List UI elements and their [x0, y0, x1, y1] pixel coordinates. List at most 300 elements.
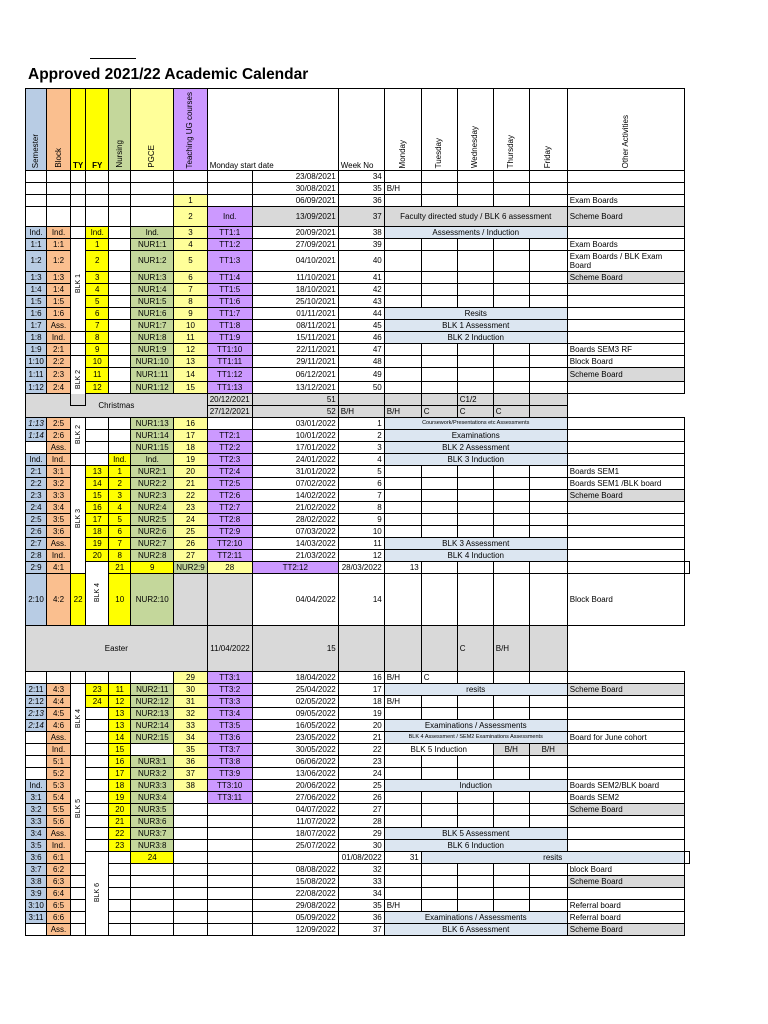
- other-activities-cell: [567, 296, 684, 308]
- wed-cell: [457, 368, 493, 382]
- week-activity-span: BLK 3 Induction: [384, 454, 567, 466]
- fy-cell: 21: [109, 816, 131, 828]
- calendar-row: [26, 296, 690, 308]
- week-no-cell: 4: [338, 454, 384, 466]
- header-ty: [71, 89, 86, 171]
- fy-cell: Ind.: [109, 454, 131, 466]
- block-cell: Ind.: [47, 744, 71, 756]
- thu-cell: [493, 171, 529, 183]
- semester-cell: 2:3: [26, 490, 47, 502]
- week-no-cell: 20: [338, 720, 384, 732]
- pgce-cell: [174, 816, 207, 828]
- nursing-cell: NUR1:9: [131, 344, 174, 356]
- pgce-cell: 6: [174, 272, 207, 284]
- pgce-cell: 9: [174, 308, 207, 320]
- other-activities-cell: Scheme Board: [567, 490, 684, 502]
- calendar-row: [26, 852, 690, 864]
- pgce-cell: 27: [174, 550, 207, 562]
- teaching-cell: [207, 574, 252, 626]
- tue-cell: [457, 562, 493, 574]
- date-cell: 14/03/2022: [252, 538, 338, 550]
- pgce-cell: 8: [174, 296, 207, 308]
- fy-cell: [109, 672, 131, 684]
- fy-cell: [109, 900, 131, 912]
- ty-cell: [86, 816, 109, 828]
- block-cell: Ind.: [47, 454, 71, 466]
- fri-cell: [529, 382, 567, 394]
- fy-cell: [109, 239, 131, 251]
- thu-cell: [493, 816, 529, 828]
- block-cell: 2:5: [47, 418, 71, 430]
- ty-cell: [71, 864, 86, 876]
- ty-cell: 11: [86, 368, 109, 382]
- ty-cell: [86, 792, 109, 804]
- nursing-cell: NUR1:3: [131, 272, 174, 284]
- nursing-cell: [131, 207, 174, 227]
- wed-cell: [457, 816, 493, 828]
- pgce-cell: 28: [207, 562, 252, 574]
- date-cell: 23/08/2021: [252, 171, 338, 183]
- ty-cell: [86, 171, 109, 183]
- block-cell: 5:6: [47, 816, 71, 828]
- teaching-cell: TT2:6: [207, 490, 252, 502]
- thu-cell: [493, 466, 529, 478]
- teaching-cell: [207, 183, 252, 195]
- thu-cell: [493, 251, 529, 272]
- block-cell: Ass.: [47, 924, 71, 936]
- header-label-teaching: Teaching UG courses: [185, 91, 195, 168]
- nursing-cell: NUR1:7: [131, 320, 174, 332]
- thu-cell: [493, 368, 529, 382]
- thu-cell: [493, 239, 529, 251]
- date-cell: 03/01/2022: [252, 418, 338, 430]
- week-activity-span: BLK 4 Assessment / SEM2 Examinations Assessments: [384, 732, 567, 744]
- nursing-cell: [131, 183, 174, 195]
- semester-cell: 1:8: [26, 332, 47, 344]
- date-cell: 13/09/2021: [252, 207, 338, 227]
- pgce-cell: 13: [174, 356, 207, 368]
- header-tuesday: [421, 89, 457, 171]
- semester-cell: 3:11: [26, 912, 47, 924]
- fri-cell: [529, 239, 567, 251]
- week-no-cell: 16: [338, 672, 384, 684]
- calendar-row: [26, 430, 690, 442]
- fy-cell: 22: [109, 828, 131, 840]
- header-label-nursing: Nursing: [114, 140, 124, 168]
- semester-cell: 1:5: [26, 296, 47, 308]
- wed-cell: [457, 502, 493, 514]
- fy-cell: 14: [109, 732, 131, 744]
- mon-cell: [384, 272, 421, 284]
- mon-cell: [384, 368, 421, 382]
- semester-cell: 1:3: [26, 272, 47, 284]
- teaching-cell: TT3:8: [207, 756, 252, 768]
- ty-cell: 19: [86, 538, 109, 550]
- wed-cell: [457, 466, 493, 478]
- calendar-row: [26, 792, 690, 804]
- nursing-cell: NUR2:1: [131, 466, 174, 478]
- block-cell: 2:1: [47, 344, 71, 356]
- pgce-cell: 31: [174, 696, 207, 708]
- teaching-cell: TT1:4: [207, 272, 252, 284]
- date-cell: 07/02/2022: [252, 478, 338, 490]
- ty-cell: [86, 454, 109, 466]
- fy-cell: 10: [109, 574, 131, 626]
- week-activity-span: BLK 4 Induction: [384, 550, 567, 562]
- nursing-cell: NUR2:9: [174, 562, 207, 574]
- tue-cell: [421, 816, 457, 828]
- other-activities-cell: [567, 768, 684, 780]
- nursing-cell: [174, 852, 207, 864]
- calendar-row: [26, 466, 690, 478]
- teaching-cell: TT3:3: [207, 696, 252, 708]
- other-activities-cell: [529, 394, 567, 406]
- week-activity-span: BLK 6 Assessment: [384, 924, 567, 936]
- fri-cell: [529, 804, 567, 816]
- pgce-cell: [174, 574, 207, 626]
- semester-cell: [26, 183, 47, 195]
- nursing-cell: NUR1:10: [131, 356, 174, 368]
- ty-cell: 4: [86, 284, 109, 296]
- teaching-cell: TT3:1: [207, 672, 252, 684]
- fy-cell: 3: [109, 490, 131, 502]
- mon-cell: [384, 816, 421, 828]
- date-cell: 20/06/2022: [252, 780, 338, 792]
- fri-cell: [493, 394, 529, 406]
- tue-cell: [421, 900, 457, 912]
- wed-cell: [457, 183, 493, 195]
- wed-cell: [457, 344, 493, 356]
- mon-cell: [384, 514, 421, 526]
- header-row: [26, 89, 690, 171]
- week-activity-span: BLK 6 Induction: [384, 840, 567, 852]
- date-cell: 27/09/2021: [252, 239, 338, 251]
- ty-cell: [71, 888, 86, 900]
- nursing-cell: [131, 744, 174, 756]
- week-no-cell: 13: [384, 562, 421, 574]
- block-cell: 5:4: [47, 792, 71, 804]
- week-no-cell: 41: [338, 272, 384, 284]
- ty-cell: 20: [86, 550, 109, 562]
- block-cell: Ind.: [47, 332, 71, 344]
- thu-cell: [493, 490, 529, 502]
- nursing-cell: NUR2:10: [131, 574, 174, 626]
- thu-cell: [493, 804, 529, 816]
- calendar-row: [26, 900, 690, 912]
- header-label-fy: FY: [92, 161, 103, 170]
- header-label-tuesday: Tuesday: [434, 137, 444, 168]
- title-bar: [28, 58, 668, 88]
- fri-cell: [529, 888, 567, 900]
- tue-cell: [421, 708, 457, 720]
- date-cell: 27/12/2021: [207, 406, 252, 418]
- wed-cell: [457, 272, 493, 284]
- block-cell: 3:2: [47, 478, 71, 490]
- mon-cell: [384, 239, 421, 251]
- pgce-cell: [174, 183, 207, 195]
- nursing-cell: NUR3:4: [131, 792, 174, 804]
- other-activities-cell: [567, 418, 684, 430]
- date-cell: 29/08/2022: [252, 900, 338, 912]
- thu-cell: [493, 272, 529, 284]
- teaching-cell: TT2:5: [207, 478, 252, 490]
- week-activity-span: BLK 5 Induction: [384, 744, 493, 756]
- spacer-cell: [71, 344, 86, 356]
- teaching-cell: TT2:12: [252, 562, 338, 574]
- wed-cell: [457, 478, 493, 490]
- calendar-row: [26, 684, 690, 696]
- other-activities-cell: Referral board: [567, 900, 684, 912]
- date-cell: 21/02/2022: [252, 502, 338, 514]
- calendar-row: [26, 284, 690, 296]
- semester-cell: 1:9: [26, 344, 47, 356]
- other-activities-cell: [567, 816, 684, 828]
- teaching-cell: [207, 888, 252, 900]
- spacer-cell: [71, 454, 86, 466]
- other-activities-cell: Boards SEM2: [567, 792, 684, 804]
- week-no-cell: 31: [384, 852, 421, 864]
- fy-cell: 8: [109, 550, 131, 562]
- nursing-cell: NUR3:8: [131, 840, 174, 852]
- other-activities-cell: Scheme Board: [567, 684, 684, 696]
- wed-cell: [457, 864, 493, 876]
- fy-cell: 19: [109, 792, 131, 804]
- fy-cell: 20: [109, 804, 131, 816]
- semester-cell: [26, 924, 47, 936]
- week-no-cell: 39: [338, 239, 384, 251]
- wed-cell: [457, 356, 493, 368]
- semester-cell: 2:13: [26, 708, 47, 720]
- semester-cell: 3:2: [26, 804, 47, 816]
- week-no-cell: 43: [338, 296, 384, 308]
- spacer-cell: [71, 227, 86, 239]
- thu-cell: [493, 888, 529, 900]
- date-cell: 13/12/2021: [252, 382, 338, 394]
- teaching-cell: [207, 418, 252, 430]
- fy-cell: [109, 442, 131, 454]
- ty-cell: 8: [86, 332, 109, 344]
- fri-cell: [529, 792, 567, 804]
- ty-cell: [71, 912, 86, 924]
- other-activities-cell: [567, 828, 684, 840]
- nursing-cell: NUR2:7: [131, 538, 174, 550]
- ty-cell: [86, 840, 109, 852]
- tue-cell: [421, 490, 457, 502]
- fri-cell: [529, 526, 567, 538]
- week-no-cell: 8: [338, 502, 384, 514]
- ty-cell: 15: [86, 490, 109, 502]
- other-activities-cell: [529, 626, 567, 672]
- nursing-cell: NUR3:7: [131, 828, 174, 840]
- other-activities-cell: [684, 852, 689, 864]
- pgce-cell: 1: [174, 195, 207, 207]
- fy-cell: 6: [109, 526, 131, 538]
- pgce-cell: [174, 792, 207, 804]
- fri-cell: [567, 562, 684, 574]
- fy-cell: 9: [131, 562, 174, 574]
- wed-cell: [457, 382, 493, 394]
- mon-cell: [384, 864, 421, 876]
- week-no-cell: 24: [338, 768, 384, 780]
- mon-cell: B/H: [338, 406, 384, 418]
- spacer-cell: [71, 207, 86, 227]
- fy-cell: 17: [109, 768, 131, 780]
- ty-cell: 23: [86, 684, 109, 696]
- teaching-cell: TT2:3: [207, 454, 252, 466]
- date-cell: 17/01/2022: [252, 442, 338, 454]
- wed-cell: [457, 251, 493, 272]
- semester-cell: 3:3: [26, 816, 47, 828]
- thu-cell: C: [457, 626, 493, 672]
- semester-cell: [26, 756, 47, 768]
- thu-cell: [493, 284, 529, 296]
- header-semester: [26, 89, 47, 171]
- ty-cell: [86, 804, 109, 816]
- nursing-cell: [131, 888, 174, 900]
- header-label-thursday: Thursday: [506, 134, 516, 168]
- teaching-cell: TT1:13: [207, 382, 252, 394]
- fy-cell: 2: [109, 478, 131, 490]
- tue-cell: [421, 171, 457, 183]
- pgce-cell: 7: [174, 284, 207, 296]
- block-cell: Ind.: [47, 550, 71, 562]
- block-group-text: BLK 4: [93, 582, 101, 603]
- nursing-cell: NUR2:6: [131, 526, 174, 538]
- week-no-cell: 25: [338, 780, 384, 792]
- tue-cell: [421, 239, 457, 251]
- tue-cell: [421, 864, 457, 876]
- tue-cell: [421, 296, 457, 308]
- calendar-row: [26, 804, 690, 816]
- semester-cell: 3:10: [26, 900, 47, 912]
- fy-cell: [109, 284, 131, 296]
- fy-cell: [109, 418, 131, 430]
- ty-cell: [86, 183, 109, 195]
- ty-cell: 22: [71, 574, 86, 626]
- header-label-monday-start: Monday start date: [209, 161, 274, 170]
- pgce-cell: [174, 912, 207, 924]
- nursing-cell: NUR1:2: [131, 251, 174, 272]
- header-label-ty: TY: [73, 161, 84, 170]
- tue-cell: [421, 514, 457, 526]
- week-no-cell: 49: [338, 368, 384, 382]
- semester-cell: 3:1: [26, 792, 47, 804]
- other-activities-cell: [567, 332, 684, 344]
- week-no-cell: 51: [252, 394, 338, 406]
- date-cell: 11/04/2022: [207, 626, 252, 672]
- teaching-cell: TT3:10: [207, 780, 252, 792]
- other-activities-cell: [567, 284, 684, 296]
- wed-cell: [457, 574, 493, 626]
- block-cell: Ass.: [47, 732, 71, 744]
- fri-cell: [529, 183, 567, 195]
- calendar-row: [26, 526, 690, 538]
- week-no-cell: 26: [338, 792, 384, 804]
- fri-cell: [529, 356, 567, 368]
- semester-cell: 2:2: [26, 478, 47, 490]
- calendar-row: [26, 207, 690, 227]
- block-cell: 4:2: [47, 574, 71, 626]
- week-no-cell: 44: [338, 308, 384, 320]
- fri-cell: [529, 672, 567, 684]
- week-no-cell: 37: [338, 207, 384, 227]
- date-cell: 20/12/2021: [207, 394, 252, 406]
- fy-cell: [109, 207, 131, 227]
- header-friday: [529, 89, 567, 171]
- wed-cell: [457, 756, 493, 768]
- mon-cell: [384, 195, 421, 207]
- week-activity-span: BLK 2 Induction: [384, 332, 567, 344]
- week-no-cell: 18: [338, 696, 384, 708]
- tue-cell: [421, 382, 457, 394]
- block-cell: 4:4: [47, 696, 71, 708]
- calendar-row: [26, 924, 690, 936]
- wed-cell: [457, 239, 493, 251]
- calendar-row: [26, 816, 690, 828]
- mon-cell: [338, 394, 384, 406]
- pgce-cell: 11: [174, 332, 207, 344]
- block-cell: 2:6: [47, 430, 71, 442]
- calendar-row: [26, 538, 690, 550]
- semester-cell: 1:6: [26, 308, 47, 320]
- week-activity-span: Examinations / Assessments: [384, 720, 567, 732]
- teaching-cell: [207, 828, 252, 840]
- block-cell: Ass.: [47, 320, 71, 332]
- teaching-cell: TT3:6: [207, 732, 252, 744]
- other-activities-cell: Referral board: [567, 912, 684, 924]
- other-activities-cell: Scheme Board: [567, 924, 684, 936]
- pgce-cell: [174, 888, 207, 900]
- pgce-cell: 19: [174, 454, 207, 466]
- wed-cell: [457, 526, 493, 538]
- nursing-cell: NUR3:3: [131, 780, 174, 792]
- calendar-row: [26, 876, 690, 888]
- pgce-cell: 29: [174, 672, 207, 684]
- fri-cell: [529, 251, 567, 272]
- nursing-cell: [131, 924, 174, 936]
- calendar-row: [26, 332, 690, 344]
- fy-cell: 13: [109, 720, 131, 732]
- week-no-cell: 47: [338, 344, 384, 356]
- fy-cell: 23: [109, 840, 131, 852]
- block-group-text: BLK 5: [74, 798, 82, 819]
- fri-cell: [529, 368, 567, 382]
- ty-cell: [86, 720, 109, 732]
- mon-cell: [384, 526, 421, 538]
- week-no-cell: 14: [338, 574, 384, 626]
- thu-cell: [493, 864, 529, 876]
- fri-cell: [529, 816, 567, 828]
- block-group-text: BLK 4: [74, 708, 82, 729]
- pgce-cell: 22: [174, 490, 207, 502]
- header-label-friday: Friday: [543, 145, 553, 168]
- nursing-cell: NUR1:1: [131, 239, 174, 251]
- other-activities-cell: [567, 183, 684, 195]
- block-group-text: BLK 3: [74, 508, 82, 529]
- teaching-cell: TT3:4: [207, 708, 252, 720]
- calendar-row: [26, 368, 690, 382]
- calendar-table: [25, 88, 690, 936]
- block-cell: 3:4: [47, 502, 71, 514]
- week-no-cell: 48: [338, 356, 384, 368]
- pgce-cell: [174, 828, 207, 840]
- fri-cell: C: [493, 406, 529, 418]
- block-cell: 1:5: [47, 296, 71, 308]
- date-cell: 05/09/2022: [252, 912, 338, 924]
- thu-cell: [493, 900, 529, 912]
- semester-cell: [26, 732, 47, 744]
- semester-cell: [26, 207, 47, 227]
